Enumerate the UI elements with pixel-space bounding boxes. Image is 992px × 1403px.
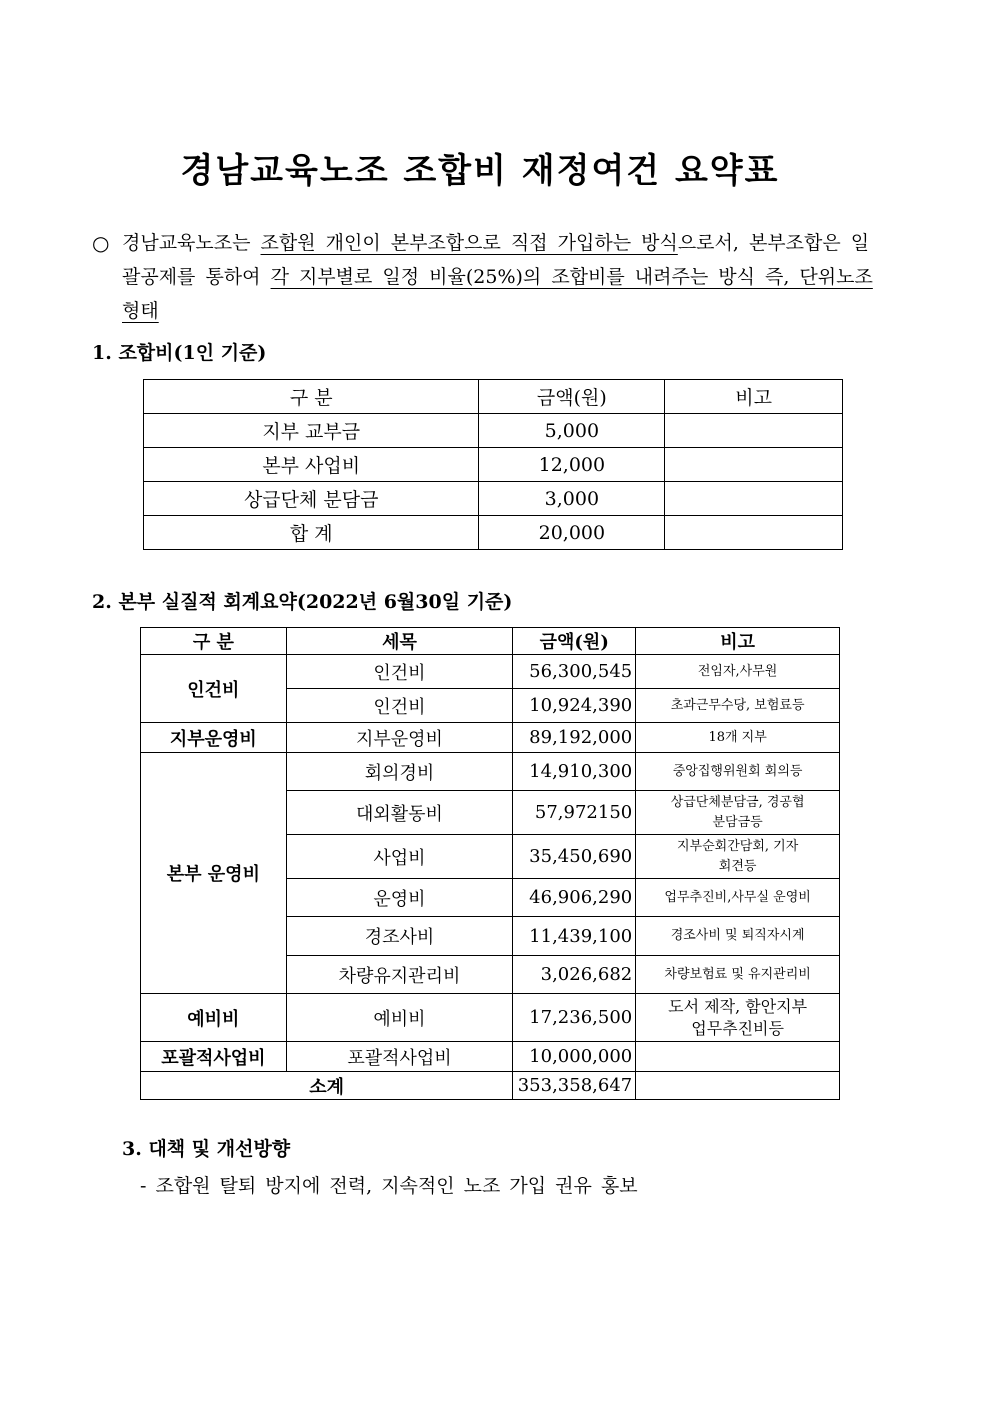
- circle-bullet-icon: ○: [92, 231, 110, 255]
- note-cell: 상급단체분담금, 경공협분담금등: [636, 791, 840, 835]
- row-label: 상급단체 분담금: [144, 482, 479, 516]
- section3-item: - 조합원 탈퇴 방지에 전력, 지속적인 노조 가입 권유 홍보: [140, 1175, 638, 1197]
- dues-table: [143, 379, 843, 550]
- item-cell: 운영비: [286, 879, 513, 917]
- category-cell: 본부 운영비: [141, 753, 287, 994]
- note-cell: 18개 지부: [636, 723, 840, 753]
- row-label: 본부 사업비: [144, 448, 479, 482]
- section2-heading: 2. 본부 실질적 회계요약(2022년 6월30일 기준): [92, 591, 513, 613]
- amount-cell: 11,439,100: [513, 917, 636, 956]
- accounting-table: [140, 627, 840, 1100]
- item-cell: 예비비: [286, 994, 513, 1042]
- row-label: 지부 교부금: [144, 414, 479, 448]
- item-cell: 포괄적사업비: [286, 1042, 513, 1072]
- item-cell: 지부운영비: [286, 723, 513, 753]
- amount-cell: 17,236,500: [513, 994, 636, 1042]
- item-cell: 사업비: [286, 835, 513, 879]
- category-cell: 지부운영비: [141, 723, 287, 753]
- row-amount: 12,000: [479, 448, 665, 482]
- note-cell: 지부순회간담회, 기자회견등: [636, 835, 840, 879]
- table-total-row: [141, 1072, 840, 1100]
- note-cell: 전임자,사무원: [636, 655, 840, 689]
- table-row: [141, 723, 840, 753]
- row-note: [665, 448, 843, 482]
- table-row: [141, 753, 840, 791]
- note-cell: 업무추진비,사무실 운영비: [636, 879, 840, 917]
- total-amount: 353,358,647: [513, 1072, 636, 1100]
- section1-heading: 1. 조합비(1인 기준): [92, 342, 267, 364]
- category-cell: 포괄적사업비: [141, 1042, 287, 1072]
- amount-cell: 3,026,682: [513, 956, 636, 994]
- note-cell: 중앙집행위원회 회의등: [636, 753, 840, 791]
- amount-cell: 14,910,300: [513, 753, 636, 791]
- amount-cell: 89,192,000: [513, 723, 636, 753]
- table-row: [144, 414, 843, 448]
- note-cell: 경조사비 및 퇴직자시계: [636, 917, 840, 956]
- item-cell: 경조사비: [286, 917, 513, 956]
- intro-paragraph: [92, 226, 882, 328]
- table-header-row: [144, 380, 843, 414]
- section3-heading: 3. 대책 및 개선방향: [122, 1138, 291, 1160]
- row-amount: 3,000: [479, 482, 665, 516]
- table-row: [141, 655, 840, 689]
- note-cell: 초과근무수당, 보험료등: [636, 689, 840, 723]
- row-note: [665, 414, 843, 448]
- header-cell: 비고: [665, 380, 843, 414]
- header-cell: 구 분: [144, 380, 479, 414]
- table-row: [144, 482, 843, 516]
- category-cell: 인건비: [141, 655, 287, 723]
- amount-cell: 46,906,290: [513, 879, 636, 917]
- note-cell: [636, 1042, 840, 1072]
- table-row: [144, 448, 843, 482]
- item-cell: 대외활동비: [286, 791, 513, 835]
- amount-cell: 10,000,000: [513, 1042, 636, 1072]
- note-cell: 차량보험료 및 유지관리비: [636, 956, 840, 994]
- intro-text-part3: 으로서, 본부조합은 일괄공제를 통하여: [122, 232, 870, 288]
- total-note: [636, 1072, 840, 1100]
- document-title: 경남교육노조 조합비 재정여건 요약표: [180, 151, 780, 191]
- item-cell: 회의경비: [286, 753, 513, 791]
- item-cell: 인건비: [286, 689, 513, 723]
- row-amount: 20,000: [479, 516, 665, 550]
- item-cell: 인건비: [286, 655, 513, 689]
- amount-cell: 35,450,690: [513, 835, 636, 879]
- category-cell: 예비비: [141, 994, 287, 1042]
- header-cell: 구 분: [141, 628, 287, 655]
- table-row: [141, 994, 840, 1042]
- intro-text-underline-1: 조합원 개인이 본부조합으로 직접 가입하는 방식: [260, 232, 678, 254]
- total-label: 소계: [141, 1072, 513, 1100]
- header-cell: 금액(원): [513, 628, 636, 655]
- row-note: [665, 516, 843, 550]
- header-cell: 금액(원): [479, 380, 665, 414]
- header-cell: 비고: [636, 628, 840, 655]
- amount-cell: 57,972150: [513, 791, 636, 835]
- header-cell: 세목: [286, 628, 513, 655]
- row-note: [665, 482, 843, 516]
- intro-text-part1: 경남교육노조는: [122, 232, 261, 254]
- table-header-row: [141, 628, 840, 655]
- intro-text: [122, 226, 882, 328]
- row-label: 합 계: [144, 516, 479, 550]
- amount-cell: 56,300,545: [513, 655, 636, 689]
- intro-text-underline-2: 각 지부별로 일정 비율(25%)의 조합비를 내려주는 방식 즉, 단위노조 형태: [122, 266, 873, 322]
- item-cell: 차량유지관리비: [286, 956, 513, 994]
- note-cell: 도서 제작, 함안지부 업무추진비등: [636, 994, 840, 1042]
- row-amount: 5,000: [479, 414, 665, 448]
- table-row: [141, 1042, 840, 1072]
- table-total-row: [144, 516, 843, 550]
- amount-cell: 10,924,390: [513, 689, 636, 723]
